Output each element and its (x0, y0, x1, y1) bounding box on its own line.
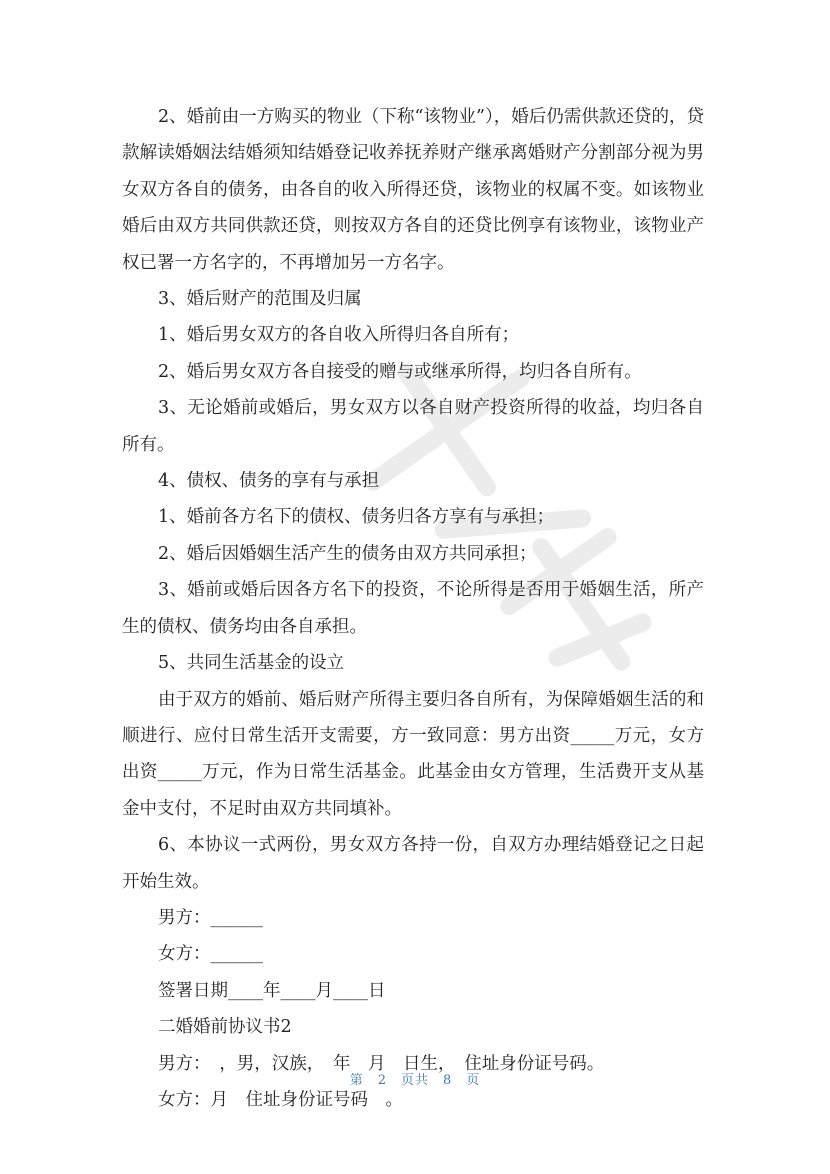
paragraph-income-ownership: 1、婚后男女双方的各自收入所得归各自所有； (158, 325, 520, 346)
signature-female-party: 女方：______ (158, 944, 263, 965)
party-male-info: 男方： ，男，汉族， 年 月 日生， 住址身份证号码。 (158, 1053, 605, 1074)
signature-male-party: 男方：______ (158, 907, 263, 928)
paragraph-premarital-debts: 1、婚前各方名下的债权、债务归各方享有与承担； (158, 507, 555, 528)
heading-post-marital-property: 3、婚后财产的范围及归属 (158, 289, 362, 310)
paragraph-mortgage-property: 2、婚前由一方购买的物业（下称“该物业”），婚后仍需供款还贷的，贷款解读婚姻法结婚须知结婚登记收养抚养财产继承离婚财产分割部分视为男女双方各自的债务，由各自的收入所得还贷，该物业的权属不变。如该物业婚后由双方共同供款还贷，则按双方各自的还贷比例享有该物业，该物业产权已署一方名字的，不再增加另一方名字。 (122, 107, 704, 273)
document-body (122, 99, 704, 1118)
heading-claims-debts: 4、债权、债务的享有与承担 (158, 471, 380, 492)
section-title-agreement-2: 二婚婚前协议书2 (158, 1017, 292, 1038)
party-female-info: 女方：月 住址身份证号码 。 (158, 1089, 403, 1110)
paragraph-marital-debts: 2、婚后因婚姻生活产生的债务由双方共同承担； (158, 543, 537, 564)
heading-living-fund: 5、共同生活基金的设立 (158, 653, 345, 674)
paragraph-investment-debts: 3、婚前或婚后因各方名下的投资，不论所得是否用于婚姻生活，所产生的债权、债务均由各自承担。 (122, 580, 704, 637)
page-number-footer: 第 2 页共 8 页 (349, 1073, 481, 1088)
paragraph-gift-inheritance: 2、婚后男女双方各自接受的赠与或继承所得，均归各自所有。 (158, 361, 642, 382)
paragraph-effective-date: 6、本协议一式两份，男女双方各持一份，自双方办理结婚登记之日起开始生效。 (122, 835, 704, 892)
paragraph-investment-income: 3、无论婚前或婚后，男女双方以各自财产投资所得的收益，均归各自所有。 (122, 398, 704, 455)
paragraph-living-fund: 由于双方的婚前、婚后财产所得主要归各自所有，为保障婚姻生活的和顺进行、应付日常生活开支需要，方一致同意：男方出资_____万元，女方出资_____万元，作为日常生活基金。此基金由女方管理，生活费开支从基金中支付，不足时由双方共同填补。 (122, 689, 704, 819)
signing-date: 签署日期____年____月____日 (158, 980, 386, 1001)
